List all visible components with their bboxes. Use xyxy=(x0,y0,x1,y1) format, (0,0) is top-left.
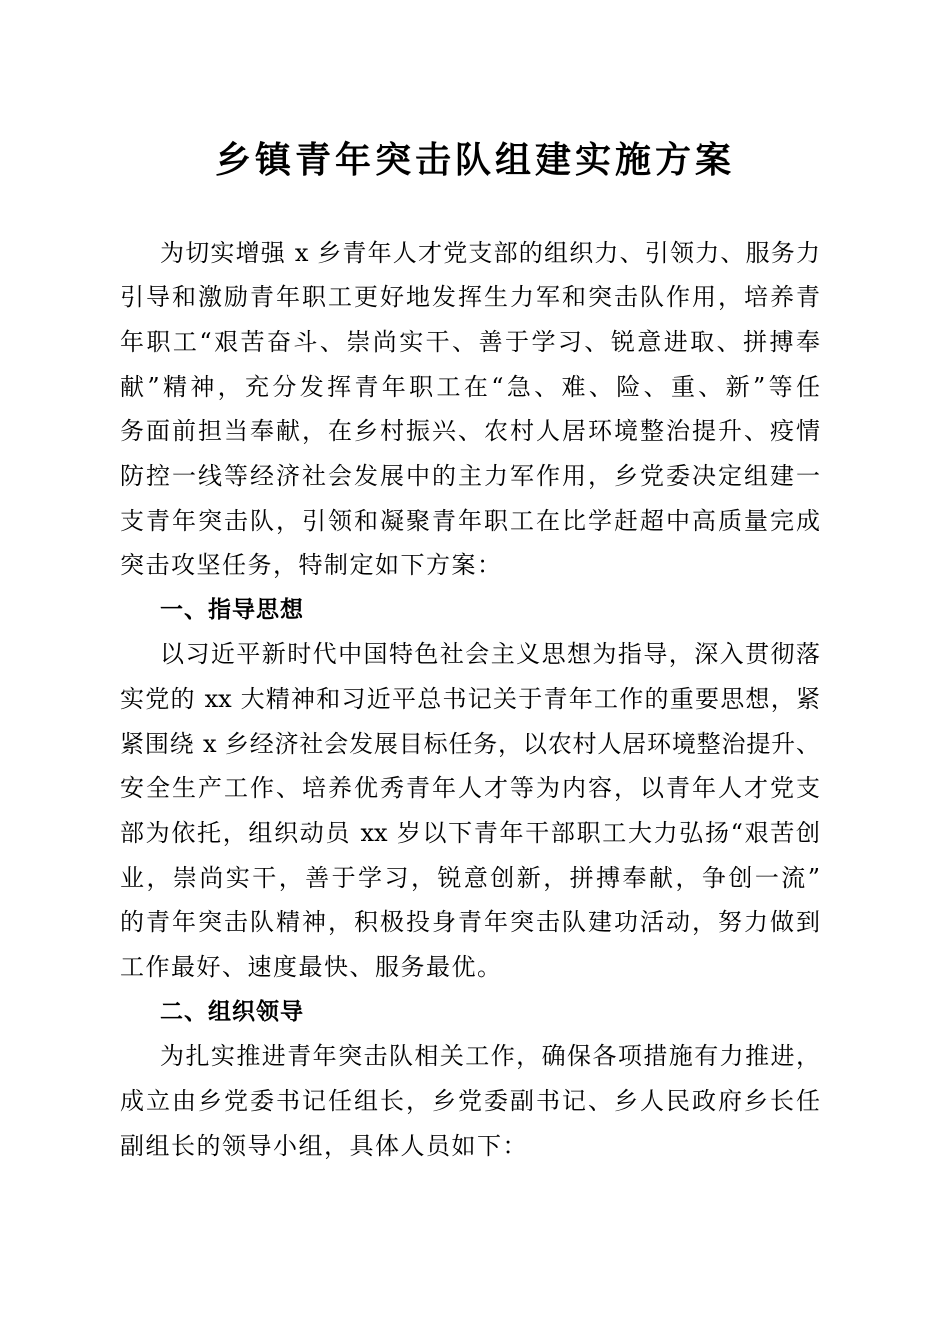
paragraph-line: 紧围绕 x 乡经济社会发展目标任务，以农村人居环境整治提升、 xyxy=(120,729,820,758)
paragraph-line: 为扎实推进青年突击队相关工作，确保各项措施有力推进， xyxy=(160,1042,820,1071)
intro-paragraph xyxy=(120,231,820,588)
paragraph-line: 年职工“艰苦奋斗、崇尚实干、善于学习、锐意进取、拼搏奉 xyxy=(120,327,820,356)
paragraph-line: 副组长的领导小组，具体人员如下： xyxy=(120,1131,528,1160)
paragraph-line: 部为依托，组织动员 xx 岁以下青年干部职工大力弘扬“艰苦创 xyxy=(120,819,820,848)
paragraph-line: 的青年突击队精神，积极投身青年突击队建功活动，努力做到 xyxy=(120,908,820,937)
paragraph-line: 献”精神，充分发挥青年职工在“急、难、险、重、新”等任 xyxy=(120,372,820,401)
section-heading-guiding-ideology: 一、指导思想 xyxy=(160,596,304,623)
paragraph-line: 业，崇尚实干，善于学习，锐意创新，拼搏奉献，争创一流” xyxy=(120,863,820,892)
paragraph-line: 以习近平新时代中国特色社会主义思想为指导，深入贯彻落 xyxy=(160,640,820,669)
paragraph-line: 务面前担当奉献，在乡村振兴、农村人居环境整治提升、疫情 xyxy=(120,417,820,446)
document-title: 乡镇青年突击队组建实施方案 xyxy=(214,139,735,181)
organizational-leadership-paragraph xyxy=(120,1034,820,1168)
paragraph-line: 支青年突击队，引领和凝聚青年职工在比学赶超中高质量完成 xyxy=(120,506,820,535)
paragraph-line: 安全生产工作、培养优秀青年人才等为内容，以青年人才党支 xyxy=(120,774,820,803)
paragraph-line: 为切实增强 x 乡青年人才党支部的组织力、引领力、服务力 xyxy=(160,238,820,267)
paragraph-line: 成立由乡党委书记任组长，乡党委副书记、乡人民政府乡长任 xyxy=(120,1086,820,1115)
paragraph-line: 突击攻坚任务，特制定如下方案： xyxy=(120,551,503,580)
paragraph-line: 工作最好、速度最快、服务最优。 xyxy=(120,952,503,981)
paragraph-line: 引导和激励青年职工更好地发挥生力军和突击队作用，培养青 xyxy=(120,283,820,312)
section-heading-organizational-leadership: 二、组织领导 xyxy=(160,998,304,1025)
paragraph-line: 实党的 xx 大精神和习近平总书记关于青年工作的重要思想，紧 xyxy=(120,685,820,714)
document-body xyxy=(120,231,820,1168)
guiding-ideology-paragraph xyxy=(120,632,820,989)
paragraph-line: 防控一线等经济社会发展中的主力军作用，乡党委决定组建一 xyxy=(120,461,820,490)
